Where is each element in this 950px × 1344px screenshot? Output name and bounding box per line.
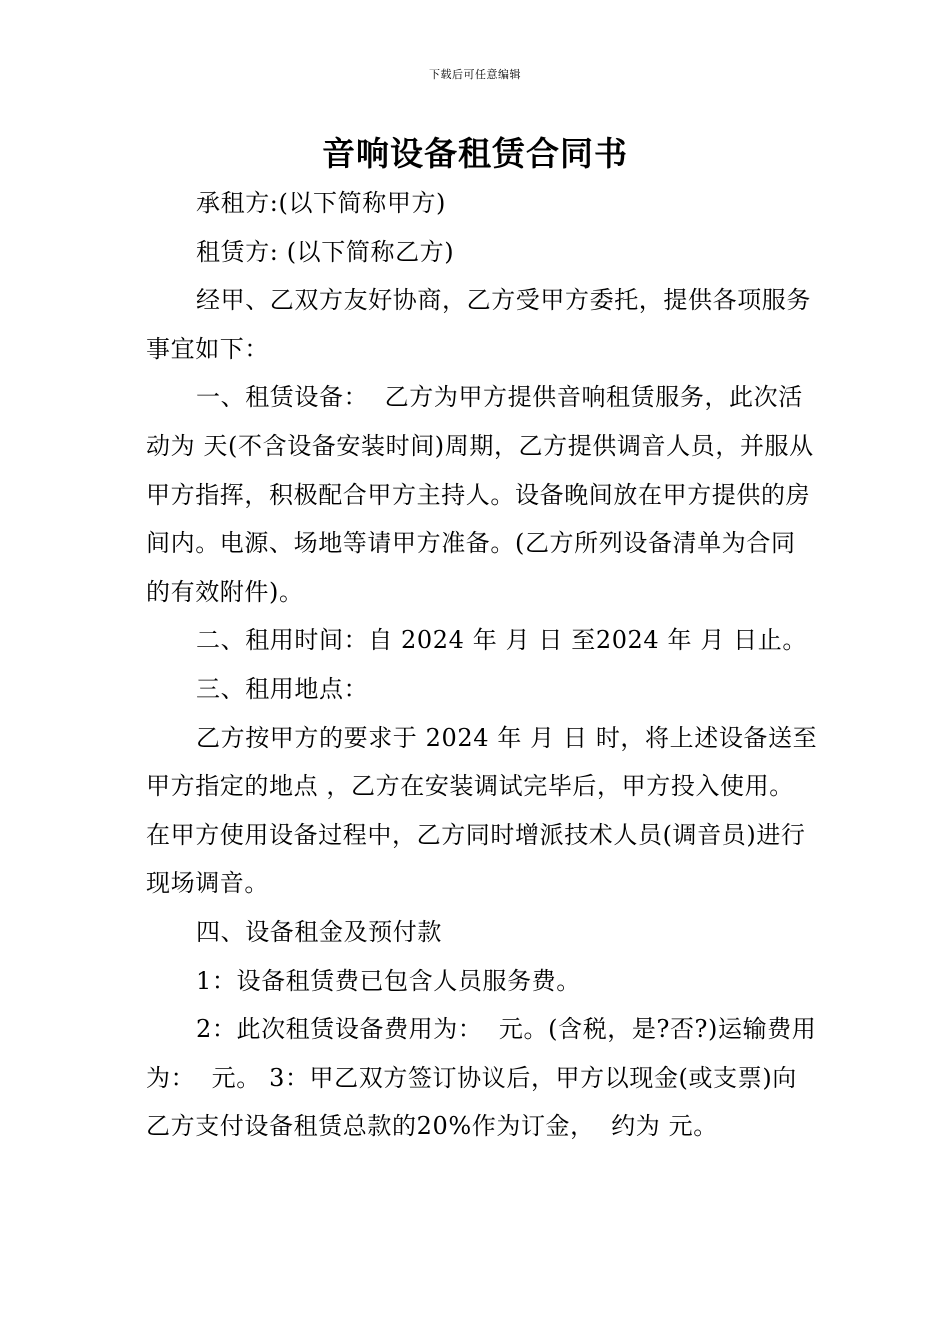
document-body (146, 179, 818, 1151)
paragraph-clause-3-heading: 三、租用地点： (196, 674, 369, 703)
paragraph-clause-2: 二、租用时间：自 2024 年 月 日 至2024 年 月 日止。 (196, 626, 807, 655)
paragraph-intro: 经甲、乙双方友好协商，乙方受甲方委托，提供各项服务事宜如下： (146, 286, 811, 363)
paragraph-clause-4-heading: 四、设备租金及预付款 (196, 917, 442, 946)
paragraph-lessee: 承租方:(以下简称甲方) (196, 189, 447, 217)
paragraph-clause-3-body: 乙方按甲方的要求于 2024 年 月 日 时，将上述设备送至甲方指定的地点 ，乙方在安装调试完毕后，甲方投入使用。在甲方使用设备过程中，乙方同时增派技术人员(调音员)进行现场调音。 (146, 723, 818, 898)
paragraph-lessor: 租赁方: (以下简称乙方) (196, 237, 455, 266)
paragraph-clause-4-item-2: 2：此次租赁设备费用为： 元。(含税，是?否?)运输费用为： 元。 3：甲乙双方签订协议后，甲方以现金(或支票)向乙方支付设备租赁总款的20%作为订金， 约为 元。 (146, 1015, 817, 1141)
document-title: 音响设备租赁合同书 (322, 134, 628, 173)
paragraph-clause-1: 一、租赁设备： 乙方为甲方提供音响租赁服务，此次活动为 天(不含设备安装时间)周期，乙方提供调音人员，并服从甲方指挥，积极配合甲方主持人。设备晚间放在甲方提供的房间内。电源、场地等请甲方准备。(乙方所列设备清单为合同的有效附件)。 (146, 383, 814, 606)
paragraph-clause-4-item-1: 1：设备租赁费已包含人员服务费。 (196, 966, 581, 995)
header-note: 下载后可任意编辑 (429, 68, 521, 81)
